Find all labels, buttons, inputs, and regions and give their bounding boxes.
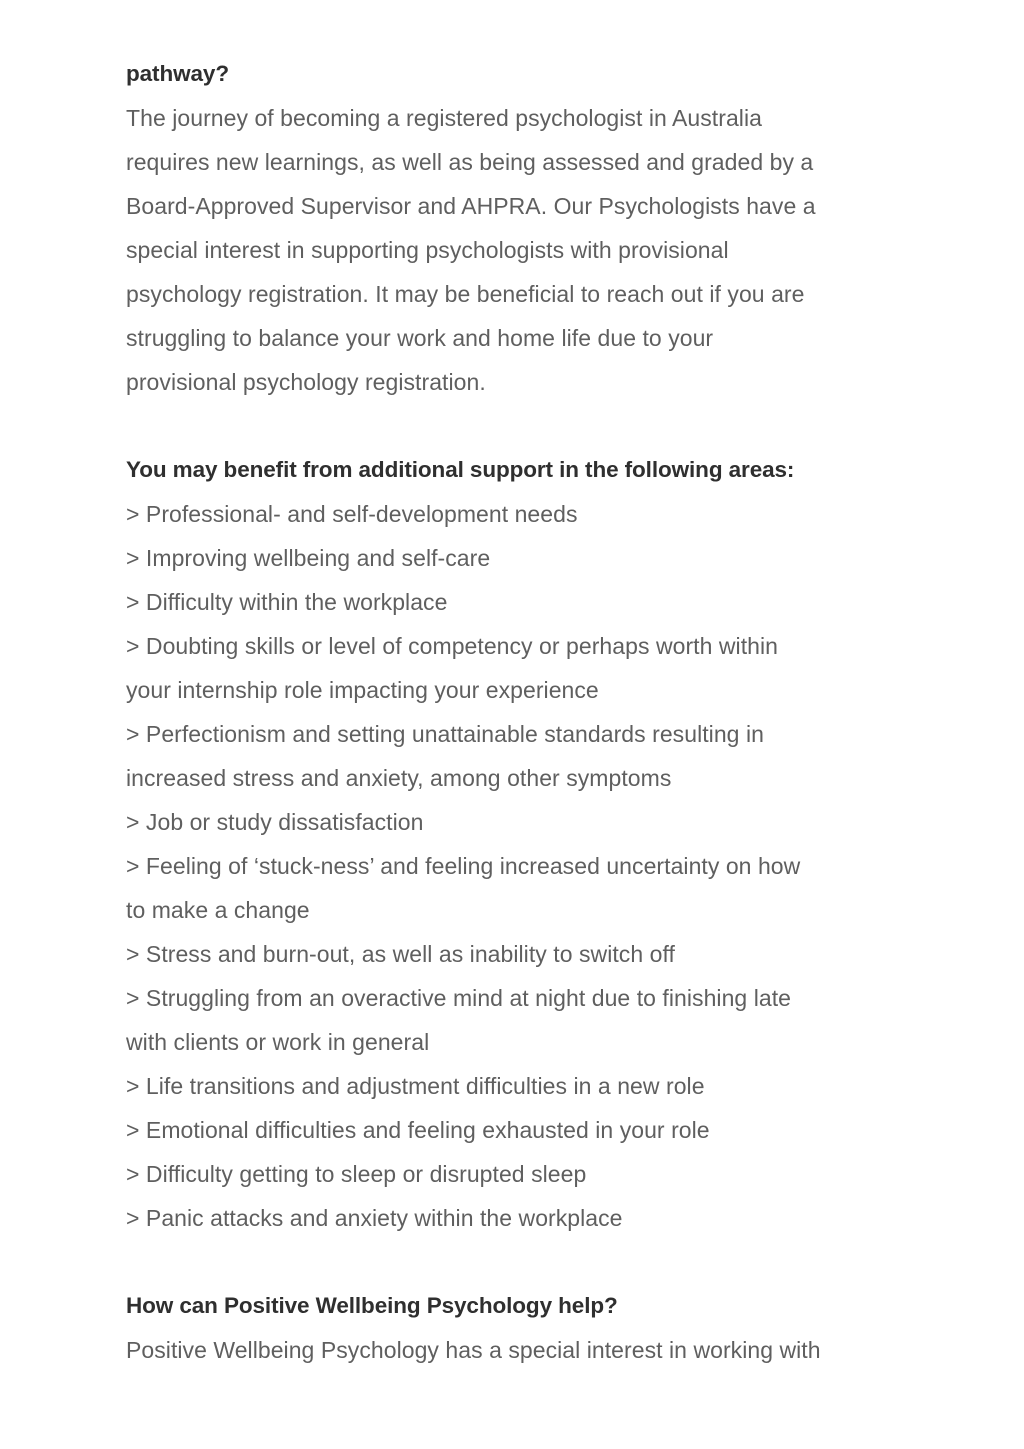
benefits-list-item bbox=[126, 800, 938, 844]
benefits-list-item-line: > Doubting skills or level of competency or perhaps worth within bbox=[126, 633, 778, 659]
benefits-list-item bbox=[126, 492, 938, 536]
benefits-list-item-line: with clients or work in general bbox=[126, 1029, 430, 1055]
intro-paragraph-line: struggling to balance your work and home life due to your bbox=[126, 325, 714, 351]
benefits-list-item-line: > Life transitions and adjustment difficulties in a new role bbox=[126, 1073, 705, 1099]
help-section-heading: How can Positive Wellbeing Psychology help? bbox=[126, 1293, 618, 1318]
benefits-list-item bbox=[126, 624, 938, 712]
intro-paragraph-line: psychology registration. It may be beneficial to reach out if you are bbox=[126, 281, 805, 307]
benefits-list-item-line: > Difficulty getting to sleep or disrupted sleep bbox=[126, 1161, 587, 1187]
benefits-list-item-line: > Panic attacks and anxiety within the workplace bbox=[126, 1205, 623, 1231]
benefits-list-item-line: > Stress and burn-out, as well as inability to switch off bbox=[126, 941, 675, 967]
benefits-list-item bbox=[126, 712, 938, 800]
benefits-section-heading: You may benefit from additional support in the following areas: bbox=[126, 457, 795, 482]
help-paragraph bbox=[126, 1328, 938, 1372]
intro-paragraph-line: provisional psychology registration. bbox=[126, 369, 486, 395]
block-spacer-2 bbox=[126, 1240, 938, 1284]
benefits-list-item bbox=[126, 844, 938, 932]
benefits-list-item-line: to make a change bbox=[126, 897, 310, 923]
benefits-list-item-line: your internship role impacting your experience bbox=[126, 677, 599, 703]
benefits-list-item bbox=[126, 976, 938, 1064]
benefits-list-item bbox=[126, 1196, 938, 1240]
continued-section-heading: pathway? bbox=[126, 61, 229, 86]
intro-paragraph bbox=[126, 96, 938, 404]
benefits-list-item-line: > Improving wellbeing and self-care bbox=[126, 545, 491, 571]
benefits-list bbox=[126, 492, 938, 1240]
benefits-list-item-line: > Struggling from an overactive mind at night due to finishing late bbox=[126, 985, 791, 1011]
benefits-list-item-line: increased stress and anxiety, among other symptoms bbox=[126, 765, 672, 791]
intro-paragraph-line: special interest in supporting psychologists with provisional bbox=[126, 237, 729, 263]
intro-paragraph-line: The journey of becoming a registered psychologist in Australia bbox=[126, 105, 762, 131]
benefits-list-item-line: > Perfectionism and setting unattainable standards resulting in bbox=[126, 721, 764, 747]
help-paragraph-line: Positive Wellbeing Psychology has a special interest in working with bbox=[126, 1337, 821, 1363]
benefits-list-item bbox=[126, 580, 938, 624]
intro-paragraph-line: Board-Approved Supervisor and AHPRA. Our Psychologists have a bbox=[126, 193, 816, 219]
block-spacer-1 bbox=[126, 404, 938, 448]
benefits-list-item-line: > Professional- and self-development needs bbox=[126, 501, 578, 527]
benefits-list-item bbox=[126, 536, 938, 580]
benefits-list-item bbox=[126, 1108, 938, 1152]
benefits-list-item-line: > Job or study dissatisfaction bbox=[126, 809, 424, 835]
benefits-list-item-line: > Feeling of ‘stuck-ness’ and feeling increased uncertainty on how bbox=[126, 853, 801, 879]
benefits-list-item-line: > Difficulty within the workplace bbox=[126, 589, 448, 615]
benefits-list-item bbox=[126, 932, 938, 976]
benefits-list-item bbox=[126, 1064, 938, 1108]
document-body bbox=[126, 52, 938, 1372]
intro-paragraph-line: requires new learnings, as well as being assessed and graded by a bbox=[126, 149, 814, 175]
benefits-list-item bbox=[126, 1152, 938, 1196]
benefits-list-item-line: > Emotional difficulties and feeling exhausted in your role bbox=[126, 1117, 710, 1143]
